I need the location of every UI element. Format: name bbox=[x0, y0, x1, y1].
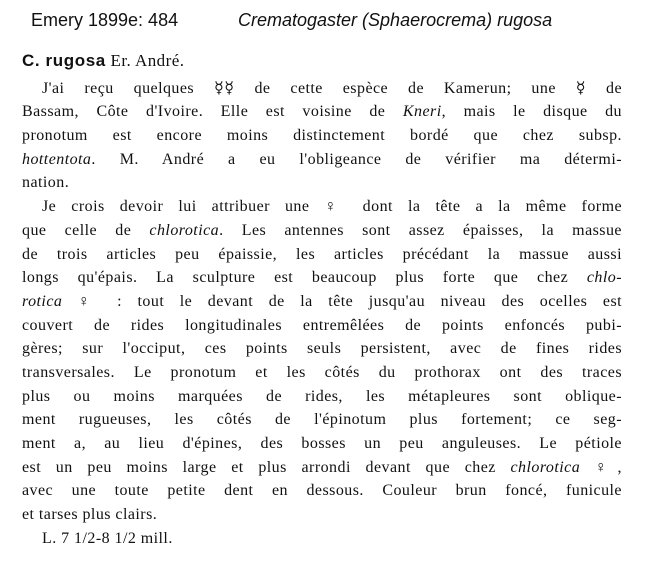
paragraph-1-line-4 bbox=[22, 148, 622, 172]
text-span: pronotum est encore moins distinctement bordé que chez subsp. bbox=[22, 127, 622, 145]
species-heading bbox=[22, 49, 622, 73]
species-reference: chlorotica bbox=[149, 221, 220, 239]
paragraph-2-line-6 bbox=[22, 314, 622, 338]
citation-reference: Emery 1899e: 484 bbox=[31, 10, 179, 30]
text-span: . Les antennes sont assez épaisses, la massue bbox=[219, 221, 622, 239]
text-span: que celle de bbox=[22, 221, 132, 239]
paragraph-1-line-1 bbox=[22, 77, 622, 101]
text-span: plus ou moins marquées de rides, les métapleures sont oblique- bbox=[22, 387, 622, 405]
paragraph-2-line-4 bbox=[22, 266, 622, 290]
species-reference: chlorotica bbox=[510, 458, 581, 476]
body-length-measurement: L. 7 1/2-8 1/2 mill. bbox=[42, 529, 173, 547]
paragraph-1-line-3 bbox=[22, 124, 622, 148]
paragraph-2-line-9 bbox=[22, 385, 622, 409]
measurement-line bbox=[22, 527, 622, 551]
text-span: gères; sur l'occiput, ces points seuls persistent, avec de fines rides bbox=[22, 340, 622, 358]
text-span: est un peu moins large et plus arrondi devant que chez bbox=[22, 458, 496, 476]
text-span: couvert de rides longitudinales entremêlées de points enfoncés pubi- bbox=[22, 316, 622, 334]
document-body bbox=[22, 49, 622, 550]
species-reference: Kneri bbox=[402, 103, 442, 121]
text-span: transversales. Le pronotum et les côtés du prothorax ont des traces bbox=[22, 363, 622, 381]
text-span: dont la tête a la même forme bbox=[362, 198, 623, 216]
text-span: avec une toute petite dent en dessous. Couleur brun foncé, funicule bbox=[22, 482, 622, 500]
text-span: ment rugueuses, les côtés de l'épinotum plus fortement; ce seg- bbox=[22, 411, 622, 429]
paragraph-2-line-12: est un peu moins large et plus arrondi devant que chez chlorotica ♀, bbox=[22, 458, 622, 476]
paragraph-2-line-7 bbox=[22, 337, 622, 361]
paragraph-2-line-5 bbox=[22, 290, 622, 314]
paragraph-2-line-3 bbox=[22, 243, 622, 267]
text-span: Bassam, Côte d'Ivoire. Elle est voisine de bbox=[22, 103, 386, 121]
text-span: longs qu'épais. La sculpture est beaucoup plus forte que chez bbox=[22, 269, 569, 287]
species-reference: chlo- bbox=[586, 269, 622, 287]
text-span: , mais le disque du bbox=[441, 103, 623, 121]
species-name: C. rugosa bbox=[22, 51, 106, 70]
text-span: Je crois devoir lui attribuer une bbox=[42, 198, 310, 216]
paragraph-2-line-2 bbox=[22, 219, 622, 243]
paragraph-1-line-5 bbox=[22, 171, 622, 195]
paragraph-2-line-10 bbox=[22, 408, 622, 432]
worker-pair-symbol: ☿☿ bbox=[214, 79, 235, 97]
paragraph-1-line-2 bbox=[22, 100, 622, 124]
paragraph-2-line-13 bbox=[22, 479, 622, 503]
text-span: ment a, au lieu d'épines, des bosses un peu anguleuses. Le pétiole bbox=[22, 435, 622, 452]
text-span: de cette espèce de Kamerun; une bbox=[254, 79, 556, 97]
paragraph-2-line-14 bbox=[22, 503, 622, 527]
paragraph-1 bbox=[22, 77, 622, 195]
paragraph-2-line-11 bbox=[22, 432, 622, 456]
text-span: nation. bbox=[22, 174, 70, 192]
subspecies-reference: hottentota bbox=[22, 150, 92, 168]
paragraph-2-line-1 bbox=[22, 195, 622, 219]
worker-symbol: ☿ bbox=[575, 79, 587, 97]
female-symbol: ♀ bbox=[324, 198, 348, 216]
female-symbol: ♀ bbox=[594, 458, 618, 476]
paragraph-2-line-8 bbox=[22, 361, 622, 385]
text-span: J'ai reçu quelques bbox=[42, 79, 195, 97]
text-span: : tout le devant de la tête jusqu'au niveau des ocelles est bbox=[117, 292, 623, 310]
text-span: de trois articles peu épaissie, les articles précédant la massue aussi bbox=[22, 245, 622, 263]
female-symbol: ♀ bbox=[77, 292, 102, 310]
text-span: et tarses plus clairs. bbox=[22, 506, 158, 524]
page-header bbox=[31, 6, 643, 34]
taxon-name: Crematogaster (Sphaerocrema) rugosa bbox=[238, 10, 553, 30]
species-author: Er. André. bbox=[110, 51, 185, 70]
species-reference: rotica bbox=[22, 292, 63, 310]
text-span: . M. André a eu l'obligeance de vérifier ma détermi- bbox=[91, 150, 622, 168]
text-span: de bbox=[606, 79, 623, 97]
paragraph-2 bbox=[22, 195, 622, 527]
